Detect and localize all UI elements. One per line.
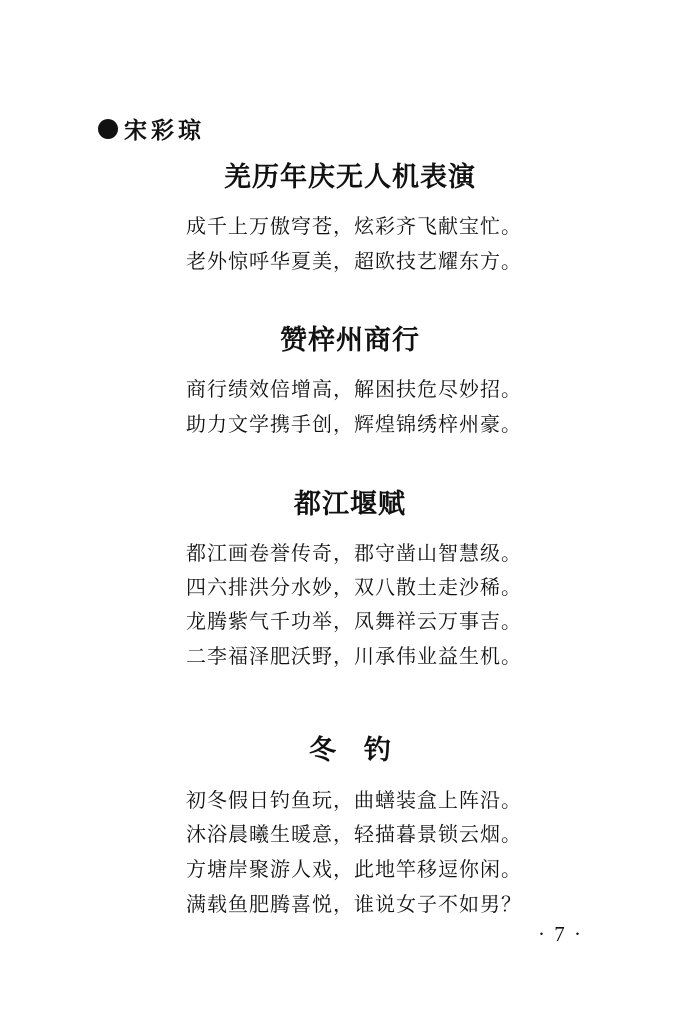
poem-line: 初冬假日钓鱼玩，曲蟮装盒上阵沿。 <box>186 788 522 812</box>
poem-line: 方塘岸聚游人戏，此地竿移逗你闲。 <box>186 857 522 881</box>
poem-line: 商行绩效倍增高，解困扶危尽妙招。 <box>186 377 522 401</box>
author-line <box>98 112 205 145</box>
poem-title: 赞梓州商行 <box>280 325 420 356</box>
poem-line: 二李福泽肥沃野，川承伟业益生机。 <box>186 644 522 668</box>
poem-line: 成千上万傲穹苍，炫彩齐飞献宝忙。 <box>186 214 522 238</box>
bullet-dot-icon <box>98 119 118 139</box>
poem-line: 老外惊呼华夏美，超欧技艺耀东方。 <box>186 249 522 273</box>
poem-line: 都江画卷誉传奇，郡守凿山智慧级。 <box>186 541 522 565</box>
poem-line: 龙腾紫气千功举，凤舞祥云万事吉。 <box>186 609 522 633</box>
page-number: · 7 · <box>538 922 583 946</box>
poem-title: 羌历年庆无人机表演 <box>224 162 476 193</box>
poem-line: 满载鱼肥腾喜悦，谁说女子不如男？ <box>186 892 522 916</box>
poem-line: 沐浴晨曦生暖意，轻描暮景锁云烟。 <box>186 822 522 846</box>
poem-line: 四六排洪分水妙，双八散土走沙稀。 <box>186 575 522 599</box>
poem-line: 助力文学携手创，辉煌锦绣梓州豪。 <box>186 412 522 436</box>
poem-title: 冬钓 <box>309 735 419 766</box>
author-name: 宋彩琼 <box>124 117 205 144</box>
poem-title: 都江堰赋 <box>294 489 406 520</box>
